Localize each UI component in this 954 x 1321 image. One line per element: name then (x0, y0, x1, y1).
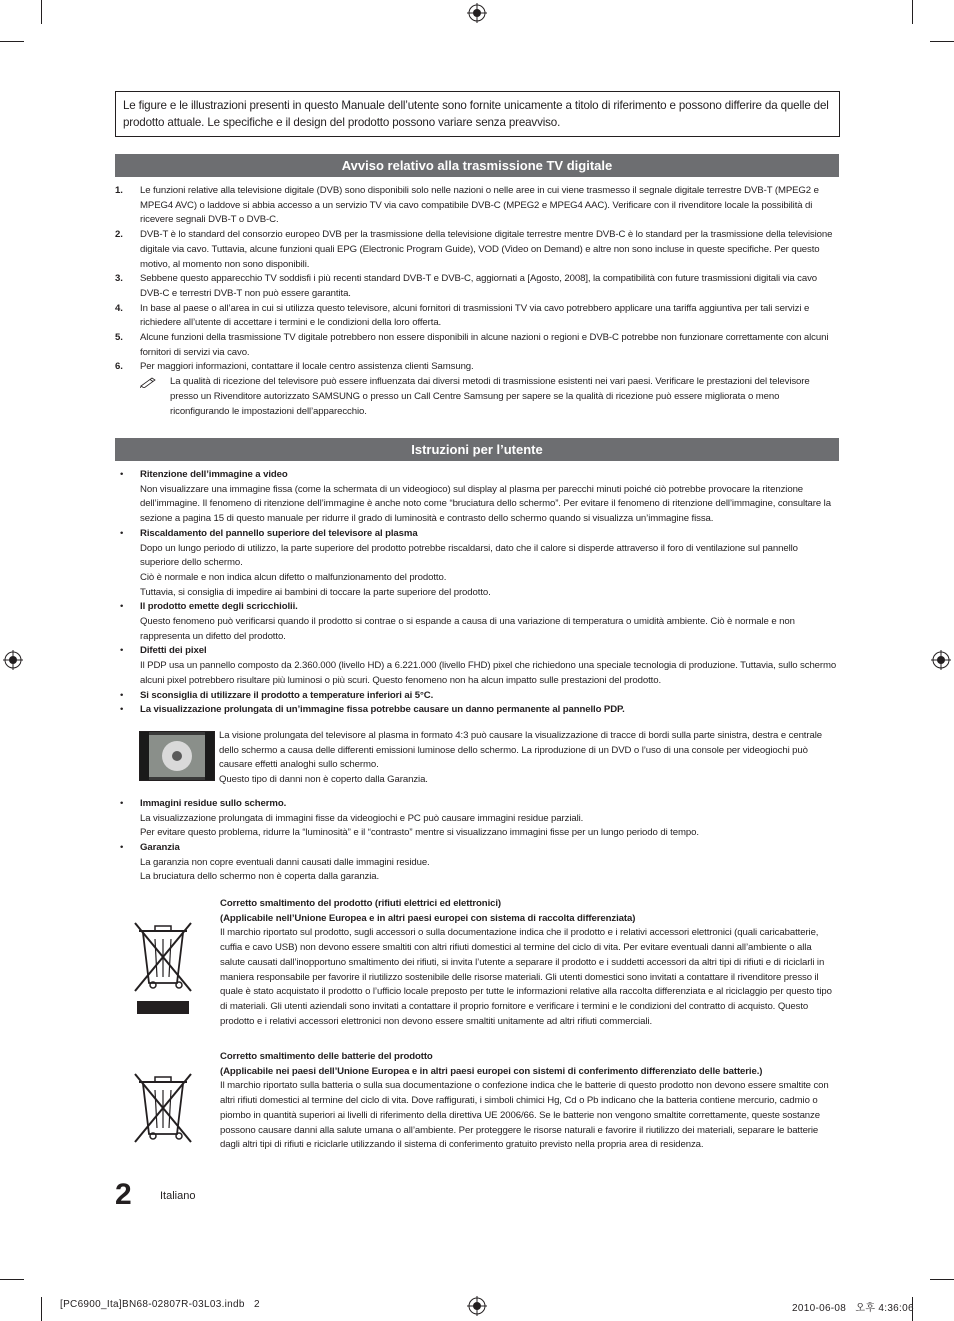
item-text: Dopo un lungo periodo di utilizzo, la parte superiore del prodotto potrebbe riscaldarsi, dato che il calore si disperde attraverso il foro di ventilazione sul pannello superiore dello schermo. (140, 542, 798, 569)
item-heading: Riscaldamento del pannello superiore del televisore al plasma (140, 527, 418, 539)
item-text: DVB-T è lo standard del consorzio europeo DVB per la trasmissione della televisione digitale terrestre mentre DVB-C è lo standard per la trasmissione della televisione digitale via cavo. Tuttavia, alcune funzioni quali EPG (Electronic Program Guide), VOD (Video on Demand) e altre non sono incluse in queste specifiche. Per questo motivo, al momento non sono disponibili. (140, 229, 833, 270)
tv-flower-thumbnail (139, 731, 215, 781)
note (140, 375, 839, 419)
disposal-body: Il marchio riportato sul prodotto, sugli accessori o sulla documentazione indica che il prodotto e i relativi accessori elettronici (quali caricabatterie, cuffia e cavo USB) non devono essere smaltiti con altri rifiuti domestici al termine del ciclo di vita. Per evitare eventuali danni all’ambiente o alla salute causati dall’inopportuno smaltimento dei rifiuti, si invita l’utente a separare il prodotto e i suddetti accessori da altri tipi di rifiuti e di riciclarli in maniera responsabile per favorire il riutilizzo sostenibile delle risorse materiali. Gli utenti domestici sono invitati a contattare il rivenditore presso il quale è stato acquistato il prodotto o l’ufficio locale preposto per tutte le informazioni relative alla raccolta differenziata e al riciclaggio per questo tipo di materiali. Gli utenti aziendali sono invitati a contattare il proprio fornitore e verificare i termini e le condizioni del contratto di acquisto. Questo prodotto e i relativi accessori elettronici non devono essere smaltiti unitamente ad altri rifiuti commerciali. (220, 927, 832, 1027)
item-heading: Immagini residue sullo schermo. (140, 797, 287, 809)
crossed-bin-icon (133, 1072, 193, 1144)
image-retention-example (115, 729, 839, 789)
item-text: Sebbene questo apparecchio TV soddisfi i più recenti standard DVB-T e DVB-C, aggiornati a [Agosto, 2008], la compatibilità con future trasmissioni digitali via cavo DVB-C e terrestri DVB-T non può essere garantita. (140, 273, 818, 299)
bullet-icon: • (120, 689, 124, 701)
paragraph: La visione prolungata del televisore al plasma in formato 4:3 può causare la visualizzazione di tracce di bordi sulla parte sinistra, destra e centrale dello schermo a causa delle differenti emissioni luminose dello schermo. La riproduzione di un DVD o l’uso di una console per videogiochi può causare effetti analoghi sullo schermo. (219, 729, 822, 771)
section-heading-digital-tv: Avviso relativo alla trasmissione TV digitale (115, 154, 839, 177)
item-heading: La visualizzazione prolungata di un’immagine fissa potrebbe causare un danno permanente al pannello PDP. (140, 704, 625, 716)
print-file-info: [PC6900_Ita]BN68-02807R-03L03.indb 2 (60, 1299, 260, 1310)
item-number: 4. (115, 302, 123, 314)
list-item (115, 644, 839, 688)
battery-title: Corretto smaltimento delle batterie del prodotto (220, 1051, 433, 1062)
item-text: Per maggiori informazioni, contattare il locale centro assistenza clienti Samsung. (140, 361, 474, 373)
battery-disposal-section (115, 1050, 839, 1153)
list-item (115, 184, 839, 228)
crop-mark (41, 0, 42, 24)
image-retention-text (219, 729, 839, 788)
crop-mark (930, 1279, 954, 1280)
bullet-icon: • (120, 645, 124, 657)
item-text: La visualizzazione prolungata di immagini fisse da videogiochi e PC può causare immagini residue parziali. (140, 812, 584, 824)
item-heading: Garanzia (140, 842, 180, 854)
list-item (115, 527, 839, 601)
print-timestamp: 2010-06-08 오후 4:36:06 (792, 1303, 914, 1314)
crop-mark (930, 41, 954, 42)
item-heading: Il prodotto emette degli scricchiolii. (140, 601, 298, 613)
item-text: Per evitare questo problema, ridurre la “luminosità” e il “contrasto” mentre si visualizzano immagini fisse per un lungo periodo di tempo. (140, 827, 699, 839)
bullet-icon: • (120, 527, 124, 539)
list-item (115, 331, 839, 360)
item-number: 6. (115, 361, 123, 373)
item-text: Questo fenomeno può verificarsi quando il prodotto si contrae o si espande a causa di una variazione di temperatura o umidità ambiente. Ciò è normale e non rappresenta un difetto del prodotto. (140, 616, 795, 642)
bullet-icon: • (120, 704, 124, 716)
registration-mark-icon (467, 3, 487, 23)
registration-mark-icon (467, 1296, 487, 1316)
item-text: Ciò è normale e non indica alcun difetto o malfunzionamento del prodotto. (140, 571, 447, 583)
list-item (115, 272, 839, 301)
language-label: Italiano (160, 1190, 196, 1202)
item-heading: Si sconsiglia di utilizzare il prodotto a temperature inferiori ai 5°C. (140, 689, 434, 701)
crop-mark (0, 41, 24, 42)
item-text: Alcune funzioni della trasmissione TV digitale potrebbero non essere disponibili in alcune nazioni o regioni e DVB-C potrebbe non funzionare correttamente con alcuni fornitori di servizi via cavo. (140, 332, 829, 358)
product-disposal-section (115, 897, 839, 1029)
list-item (115, 689, 839, 704)
battery-body: Il marchio riportato sulla batteria o sulla sua documentazione o confezione indica che le batterie di questo prodotto non devono essere smaltite con altri rifiuti domestici al termine del ciclo di vita. Dove raffigurati, i simboli chimici Hg, Cd o Pb indicano che la batteria contiene mercurio, cadmio o piombo in quantità superiori ai livelli di riferimento della direttiva UE 2006/66. Se le batterie non vengono smaltite correttamente, queste sostanze possono causare danni alla salute umana o all’ambiente. Per proteggere le risorse naturali e favorire il riutilizzo dei materiali, separare le batterie dagli altri tipi di rifiuti e riciclarle utilizzando il sistema di conferimento gratuito previsto nella propria area di residenza. (220, 1080, 829, 1151)
list-item (115, 360, 839, 419)
item-number: 5. (115, 332, 123, 344)
crop-mark (0, 1279, 24, 1280)
list-item (115, 703, 839, 718)
crossed-bin-icon (133, 921, 193, 1016)
bullet-icon: • (120, 842, 124, 854)
battery-disposal-text (220, 1050, 839, 1153)
item-text: La bruciatura dello schermo non è coperta dalla garanzia. (140, 871, 380, 883)
note-text: La qualità di ricezione del televisore può essere influenzata dai diversi metodi di trasmissione esistenti nei vari paesi. Verificare le prestazioni del televisore presso un Rivenditore autorizzato SAMSUNG o presso un Call Centre Samsung per sapere se la qualità di ricezione può essere migliorata o meno riconfigurando le impostazioni dell’apparecchio. (170, 376, 810, 417)
bullet-icon: • (120, 469, 124, 480)
crop-mark (912, 0, 913, 24)
bullet-icon: • (120, 797, 124, 809)
list-item (115, 841, 839, 885)
product-disposal-text (220, 897, 839, 1029)
item-heading: Difetti dei pixel (140, 645, 207, 657)
item-text: Il PDP usa un pannello composto da 2.360.000 (livello HD) a 6.221.000 (livello FHD) pixel che richiedono una speciale tecnologia di produzione. Tuttavia, sullo schermo alcuni pixel potrebbero risultare più luminosi o più scuri. Questo fenomeno non ha alcun impatto sulle prestazioni del prodotto. (140, 660, 837, 686)
disposal-title: Corretto smaltimento del prodotto (rifiuti elettrici ed elettronici) (220, 898, 502, 909)
pencil-note-icon (140, 376, 158, 388)
item-number: 1. (115, 185, 123, 196)
list-item (115, 468, 839, 527)
item-text: In base al paese o all’area in cui si utilizza questo televisore, alcuni fornitori di trasmissioni TV via cavo potrebbero applicare una tariffa aggiuntiva per tali servizi e richiedere all’utente di accettare i termini e le condizioni della loro offerta. (140, 302, 810, 329)
item-text: Le funzioni relative alla televisione digitale (DVB) sono disponibili solo nelle nazioni o nelle aree in cui viene trasmesso il segnale digitale terrestre DVB-T (MPEG2 e MPEG4 AVC) o laddove si abbia accesso a un servizio TV via cavo compatibile DVB-C (MPEG2 e MPEG4 AAC). Verificare con il rivenditore locale la possibilità di ricevere segnali DVB-T o DVB-C. (140, 185, 819, 226)
user-instructions-list (115, 468, 839, 885)
list-item (115, 228, 839, 272)
item-text: Tuttavia, si consiglia di impedire ai bambini di toccare la parte superiore del prodotto. (140, 586, 491, 598)
item-number: 2. (115, 229, 123, 241)
list-item (115, 797, 839, 841)
page-number: 2 (115, 1178, 132, 1211)
list-item (115, 600, 839, 644)
list-item (115, 302, 839, 331)
item-heading: Ritenzione dell’immagine a video (140, 469, 288, 480)
item-number: 3. (115, 273, 123, 285)
disclaimer-box: Le figure e le illustrazioni presenti in questo Manuale dell’utente sono fornite unicamente a titolo di riferimento e possono differire da quelle del prodotto attuale. Le specifiche e il design del prodotto possono variare senza preavviso. (115, 91, 840, 137)
registration-mark-icon (3, 650, 23, 670)
battery-subtitle: (Applicabile nei paesi dell’Unione Europea e in altri paesi europei con sistemi di conferimento differenziato delle batterie.) (220, 1065, 763, 1077)
section-heading-user-instructions: Istruzioni per l’utente (115, 438, 839, 461)
digital-tv-notice-list (115, 184, 839, 419)
disposal-subtitle: (Applicabile nell’Unione Europea e in altri paesi europei con sistema di raccolta differenziata) (220, 912, 636, 924)
item-text: La garanzia non copre eventuali danni causati dalle immagini residue. (140, 856, 430, 868)
paragraph: Questo tipo di danni non è coperto dalla Garanzia. (219, 774, 428, 786)
registration-mark-icon (931, 650, 951, 670)
bullet-icon: • (120, 601, 124, 613)
crop-mark (41, 1297, 42, 1321)
item-text: Non visualizzare una immagine fissa (come la schermata di un videogioco) sul display al plasma per parecchi minuti poiché ciò potrebbe provocare la ritenzione dell’immagine. Il fenomeno di ritenzione dell’immagine è anche noto come “bruciatura dello schermo”. Per evitare il fenomeno di ritenzione dell’immagine, consultare la sezione a pagina 15 di questo manuale per ridurre il grado di luminosità e contrasto dello schermo quando si visualizza un’immagine fissa. (140, 483, 831, 525)
